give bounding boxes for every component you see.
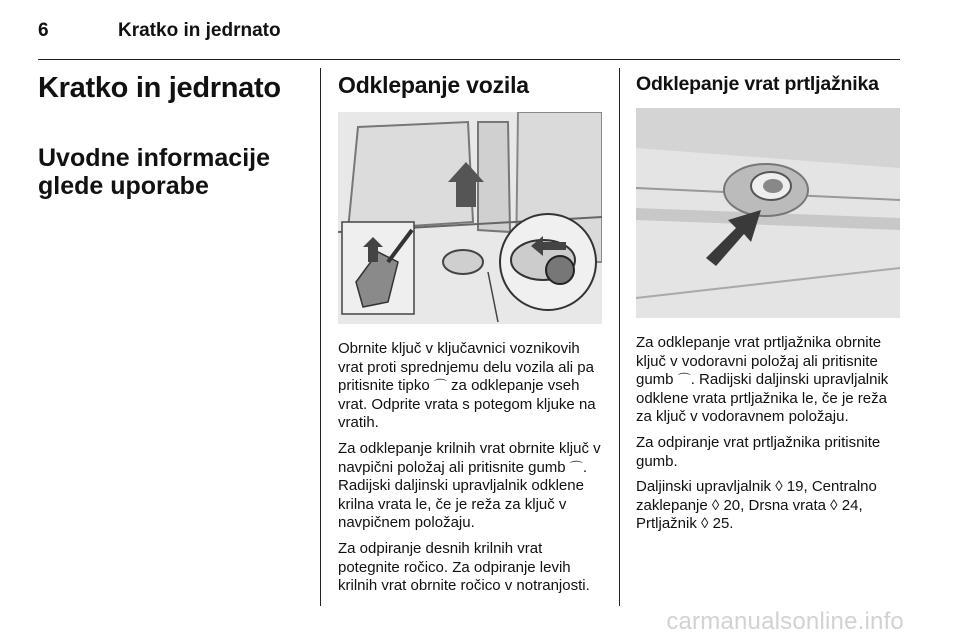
watermark: carmanualsonline.info: [666, 608, 904, 635]
unlock-button-icon: ⌒: [569, 459, 583, 475]
running-title: Kratko in jedrnato: [118, 20, 281, 41]
unlocking-vehicle-text: [338, 340, 606, 596]
unlock-button-icon: ⌒: [677, 372, 691, 388]
paragraph-text: Za odklepanje krilnih vrat obrnite ključ v navpični položaj ali pritisnite gumb: [338, 439, 601, 476]
paragraph: [338, 440, 606, 533]
tailgate-unlock-drawing: [636, 108, 900, 318]
paragraph: Za odpiranje vrat prtljažnika pritisnite gumb.: [636, 433, 881, 470]
paragraph-text: Obrnite ključ v ključavnici voznikovih vrat proti sprednjemu delu vozila ali pa pritisnite tipko: [338, 340, 594, 395]
door-unlock-illustration: [338, 112, 602, 324]
unlock-button-icon: ⌒: [433, 378, 447, 394]
column-divider-right: [619, 68, 620, 606]
paragraph: [636, 334, 904, 427]
unlocking-tailgate-heading: Odklepanje vrat prtljažnika: [636, 73, 879, 95]
cross-reference-paragraph: Daljinski upravljalnik ◊ 19, Centralno zaklepanje ◊ 20, Drsna vrata ◊ 24, Prtljažnik ◊ 25.: [636, 478, 877, 533]
paragraph-text: . Radijski daljinski upravljalnik odklene vrata prtljažnika le, če je reža za ključ v vodoravnem položaju.: [636, 371, 889, 426]
paragraph-text: Za odklepanje vrat prtljažnika obrnite ključ v vodoravni položaj ali pritisnite gumb: [636, 334, 882, 389]
unlocking-tailgate-text: [636, 334, 904, 534]
door-unlock-drawing: [338, 112, 602, 324]
column-intro: [38, 72, 308, 200]
page-header: [0, 0, 960, 60]
tailgate-unlock-illustration: [636, 108, 900, 318]
paragraph-text: . Radijski daljinski upravljalnik odklene krilna vrata le, če je reža za ključ v navpičnem položaju.: [338, 458, 587, 532]
column-unlocking-vehicle: [338, 72, 606, 603]
paragraph-text: za odklepanje vseh vrat. Odprite vrata s potegom kljuke na vratih.: [338, 377, 596, 432]
chapter-title: Kratko in jedrnato: [38, 72, 281, 104]
paragraph: [338, 340, 606, 433]
header-rule: [38, 59, 900, 60]
section-title: Uvodne informacije glede uporabe: [38, 144, 270, 200]
paragraph: Za odpiranje desnih krilnih vrat potegnite ročico. Za odpiranje levih krilnih vrat obrnite ročico v notranjosti.: [338, 539, 590, 595]
column-unlocking-tailgate: [636, 72, 904, 541]
page-number: 6: [38, 20, 49, 41]
unlocking-vehicle-heading: Odklepanje vozila: [338, 72, 529, 98]
column-divider-left: [320, 68, 321, 606]
